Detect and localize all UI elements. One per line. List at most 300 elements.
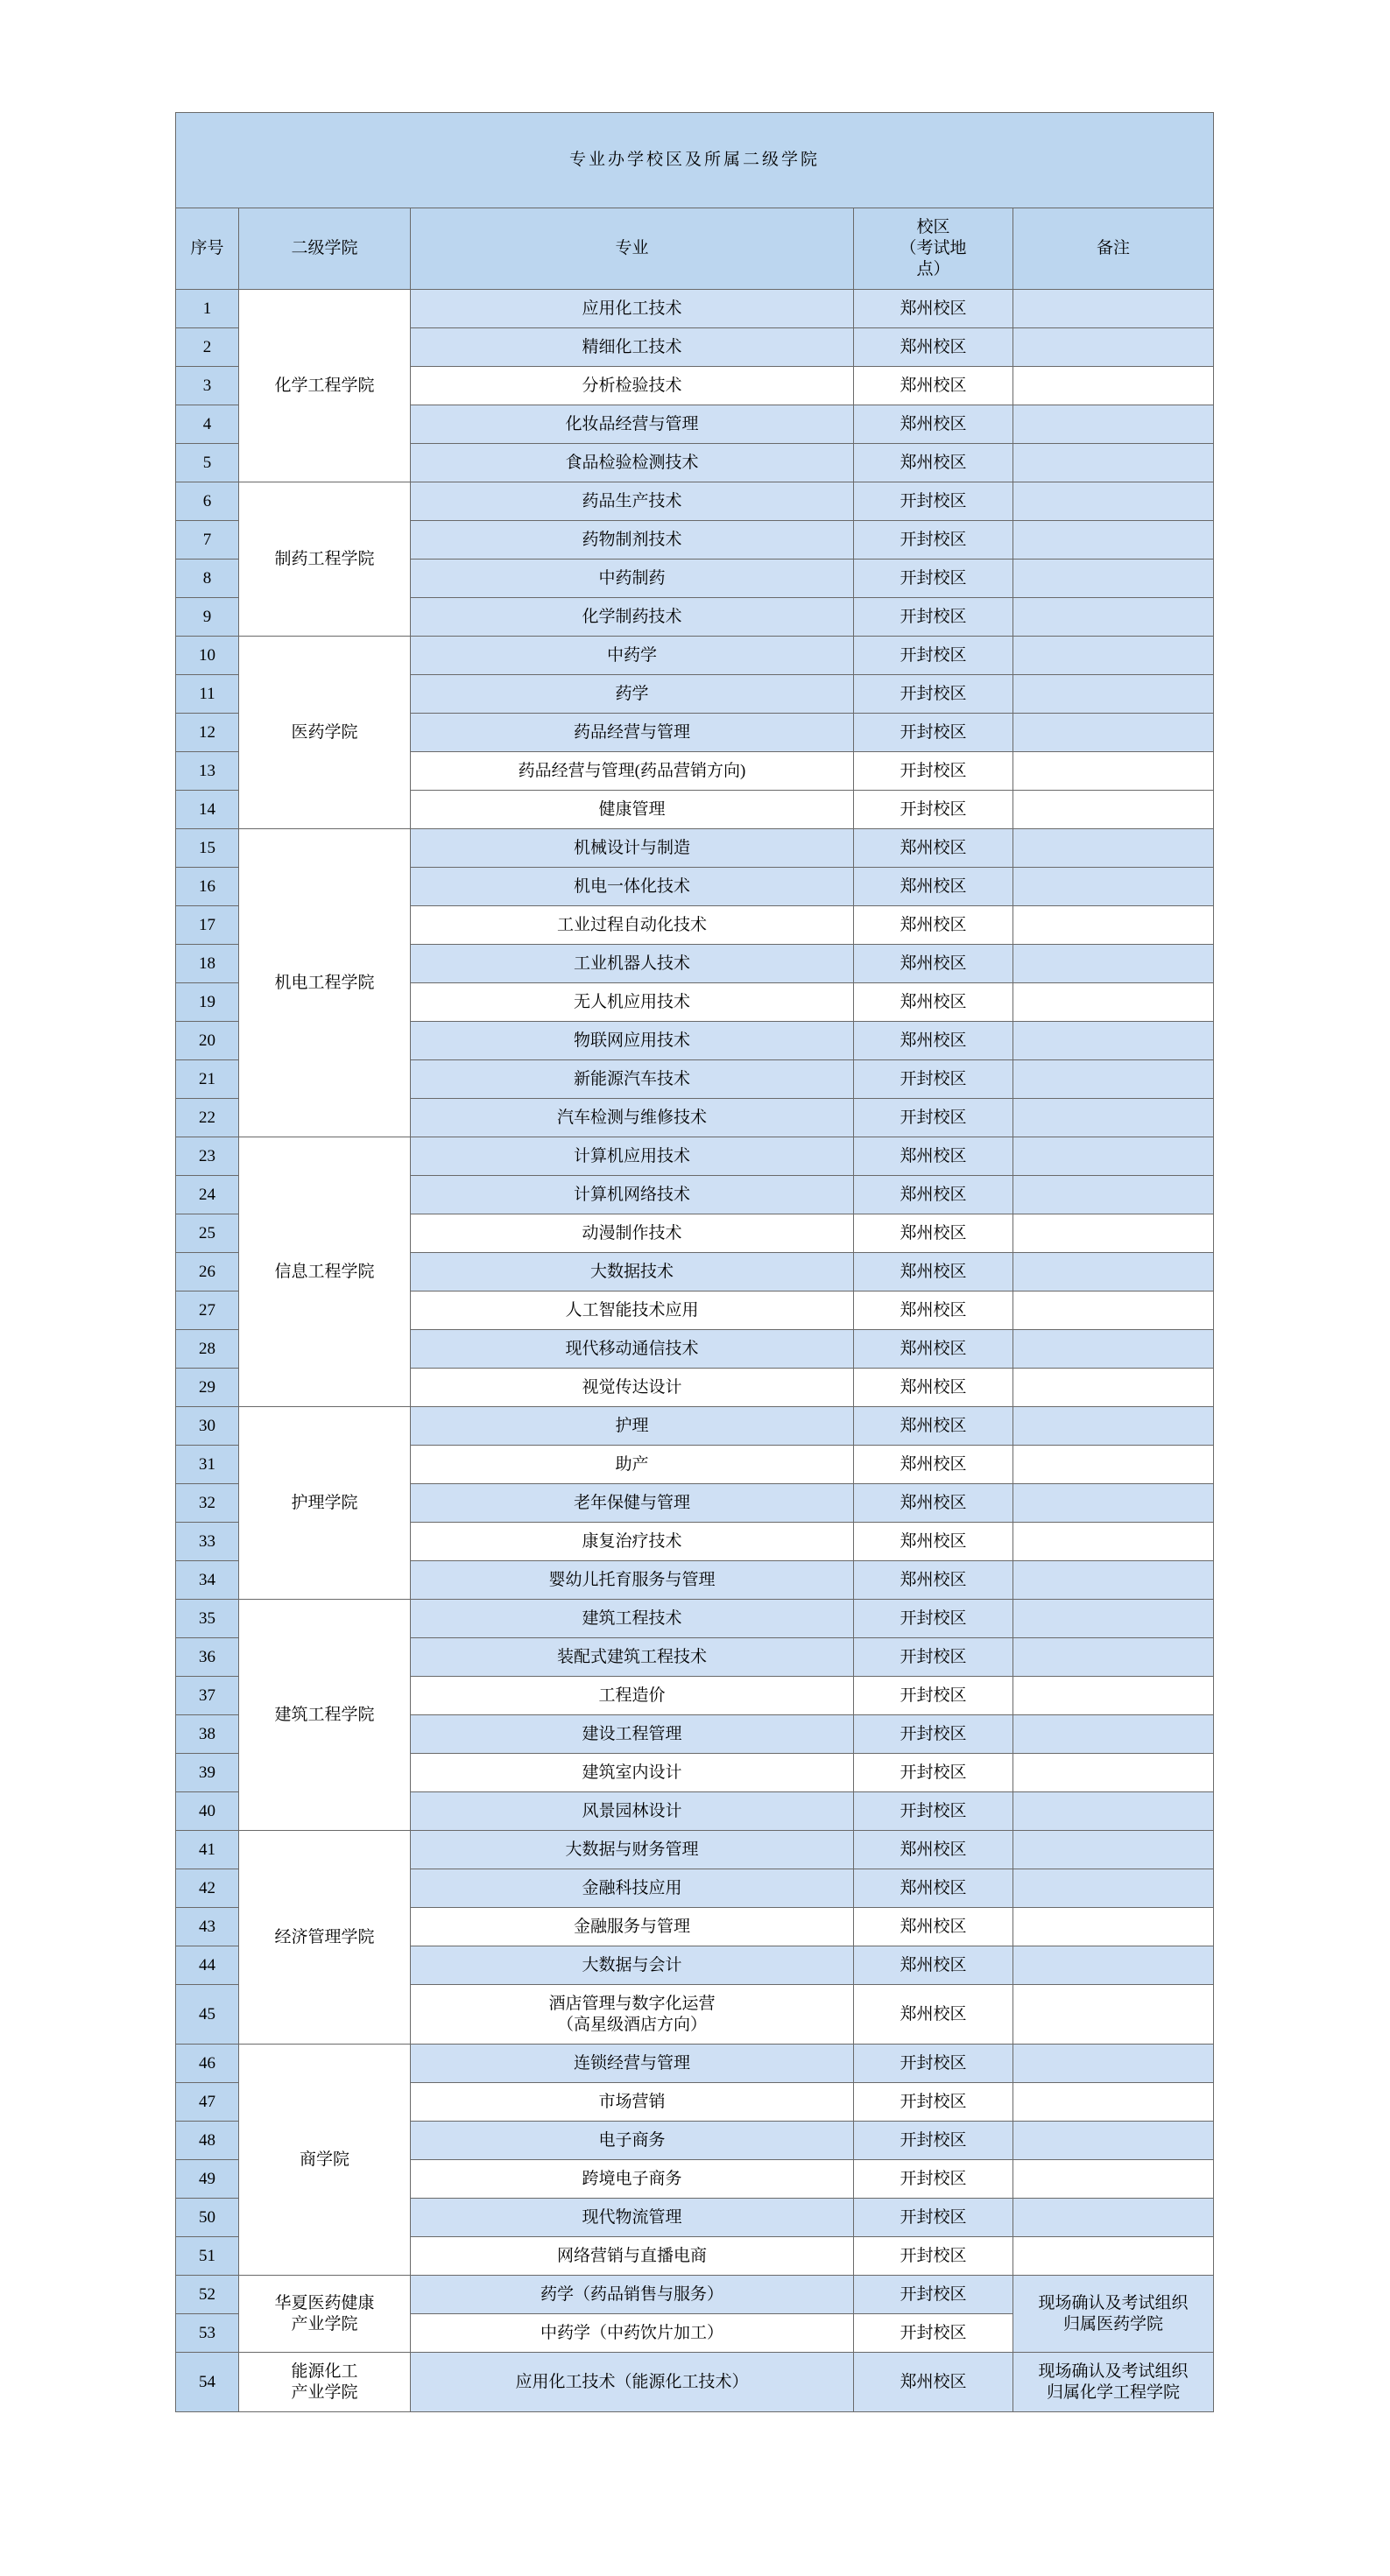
note-cell (1013, 560, 1214, 598)
major-cell (411, 1446, 854, 1484)
row-index-cell: 50 (176, 2199, 239, 2237)
major-line: 药品经营与管理(药品营销方向) (518, 761, 746, 780)
table-title-row (176, 113, 1214, 208)
note-cell (1013, 2237, 1214, 2276)
note-cell (1013, 2083, 1214, 2122)
row-index-cell: 52 (176, 2276, 239, 2314)
major-line: 新能源汽车技术 (573, 1069, 690, 1088)
note-cell (1013, 1908, 1214, 1946)
major-cell (411, 2353, 854, 2412)
campus-cell: 郑州校区 (854, 983, 1013, 1022)
campus-cell: 郑州校区 (854, 1985, 1013, 2045)
major-cell (411, 906, 854, 945)
campus-cell: 郑州校区 (854, 906, 1013, 945)
campus-cell: 郑州校区 (854, 367, 1013, 405)
campus-cell: 开封校区 (854, 1099, 1013, 1137)
major-cell (411, 1214, 854, 1253)
department-line: 能源化工 (291, 2361, 358, 2381)
major-cell (411, 1484, 854, 1523)
row-index-cell: 36 (176, 1638, 239, 1677)
campus-cell: 开封校区 (854, 1638, 1013, 1677)
major-line: 工业机器人技术 (573, 954, 690, 973)
major-line: 康复治疗技术 (582, 1531, 682, 1551)
row-index-cell: 40 (176, 1792, 239, 1831)
row-index-cell: 20 (176, 1022, 239, 1060)
campus-cell: 开封校区 (854, 2083, 1013, 2122)
campus-cell: 郑州校区 (854, 2353, 1013, 2412)
row-index-cell: 42 (176, 1869, 239, 1908)
note-cell (1013, 1214, 1214, 1253)
row-index-cell: 21 (176, 1060, 239, 1099)
campus-cell: 郑州校区 (854, 1831, 1013, 1869)
campus-cell: 开封校区 (854, 2045, 1013, 2083)
table-row (176, 1831, 1214, 1869)
row-index-cell: 43 (176, 1908, 239, 1946)
major-cell (411, 1715, 854, 1754)
major-cell (411, 2045, 854, 2083)
major-line: 药物制剂技术 (582, 530, 682, 549)
major-cell (411, 560, 854, 598)
row-index-cell: 6 (176, 482, 239, 521)
department-line: 护理学院 (291, 1493, 358, 1512)
note-cell (1013, 328, 1214, 367)
major-line: 无人机应用技术 (573, 992, 690, 1011)
major-cell (411, 1908, 854, 1946)
note-cell (1013, 2045, 1214, 2083)
note-cell (1013, 1985, 1214, 2045)
campus-cell: 郑州校区 (854, 328, 1013, 367)
row-index-cell: 23 (176, 1137, 239, 1176)
row-index-cell: 49 (176, 2160, 239, 2199)
note-cell (1013, 598, 1214, 637)
major-line: 助产 (615, 1454, 649, 1474)
major-line: 化妆品经营与管理 (565, 414, 699, 433)
campus-cell: 郑州校区 (854, 1292, 1013, 1330)
department-cell (239, 1600, 411, 1831)
major-line: 连锁经营与管理 (573, 2053, 690, 2073)
major-line: 装配式建筑工程技术 (556, 1647, 707, 1666)
row-index-cell: 27 (176, 1292, 239, 1330)
major-line: 工业过程自动化技术 (556, 915, 707, 934)
note-cell (1013, 1523, 1214, 1561)
column-header-dept (239, 208, 411, 290)
department-line: 制药工程学院 (274, 549, 375, 568)
note-cell (1013, 1446, 1214, 1484)
campus-cell: 郑州校区 (854, 1369, 1013, 1407)
major-line: 风景园林设计 (582, 1801, 682, 1820)
row-index-cell: 2 (176, 328, 239, 367)
major-cell (411, 2160, 854, 2199)
column-header-no-label: 序号 (190, 239, 224, 258)
major-line: 金融科技应用 (582, 1878, 682, 1897)
department-line: 信息工程学院 (274, 1262, 375, 1281)
note-cell (1013, 2353, 1214, 2412)
campus-cell: 郑州校区 (854, 1869, 1013, 1908)
row-index-cell: 8 (176, 560, 239, 598)
note-line: 归属化学工程学院 (1047, 2382, 1181, 2402)
department-line: 机电工程学院 (274, 973, 375, 992)
row-index-cell: 5 (176, 444, 239, 482)
row-index-cell: 3 (176, 367, 239, 405)
campus-cell: 郑州校区 (854, 1484, 1013, 1523)
row-index-cell: 35 (176, 1600, 239, 1638)
department-cell (239, 1407, 411, 1600)
department-cell (239, 2353, 411, 2412)
row-index-cell: 34 (176, 1561, 239, 1600)
major-cell (411, 2314, 854, 2353)
campus-cell: 开封校区 (854, 1715, 1013, 1754)
major-cell (411, 367, 854, 405)
major-line: 药品生产技术 (582, 491, 682, 510)
department-line: 化学工程学院 (274, 376, 375, 395)
department-cell (239, 482, 411, 637)
major-cell (411, 290, 854, 328)
major-line: 婴幼儿托育服务与管理 (548, 1570, 716, 1589)
column-header-major (411, 208, 854, 290)
campus-cell: 郑州校区 (854, 444, 1013, 482)
major-cell (411, 1831, 854, 1869)
page-title: 专业办学校区及所属二级学院 (176, 113, 1214, 208)
note-cell (1013, 1022, 1214, 1060)
campus-cell: 开封校区 (854, 1677, 1013, 1715)
row-index-cell: 18 (176, 945, 239, 983)
campus-cell: 郑州校区 (854, 290, 1013, 328)
table-row (176, 1407, 1214, 1446)
campus-cell: 开封校区 (854, 2276, 1013, 2314)
table-container (175, 112, 1213, 2412)
campus-cell: 郑州校区 (854, 1330, 1013, 1369)
major-cell (411, 1561, 854, 1600)
major-cell (411, 1600, 854, 1638)
major-line: 机电一体化技术 (573, 876, 690, 896)
note-cell (1013, 1715, 1214, 1754)
table-body (176, 113, 1214, 2412)
note-cell (1013, 1060, 1214, 1099)
major-cell (411, 752, 854, 791)
major-line: 计算机网络技术 (573, 1185, 690, 1204)
table-row (176, 2353, 1214, 2412)
row-index-cell: 1 (176, 290, 239, 328)
major-line: 网络营销与直播电商 (556, 2246, 707, 2265)
major-cell (411, 444, 854, 482)
note-cell (1013, 1407, 1214, 1446)
major-line: 中药学（中药饮片加工） (540, 2323, 723, 2342)
table-row (176, 290, 1214, 328)
row-index-cell: 44 (176, 1946, 239, 1985)
table-row (176, 482, 1214, 521)
major-line: 电子商务 (598, 2130, 666, 2150)
note-cell (1013, 1137, 1214, 1176)
row-index-cell: 31 (176, 1446, 239, 1484)
major-cell (411, 2122, 854, 2160)
note-cell (1013, 906, 1214, 945)
row-index-cell: 30 (176, 1407, 239, 1446)
campus-cell: 开封校区 (854, 752, 1013, 791)
campus-cell: 开封校区 (854, 560, 1013, 598)
row-index-cell: 24 (176, 1176, 239, 1214)
row-index-cell: 29 (176, 1369, 239, 1407)
table-row (176, 1137, 1214, 1176)
major-line: 汽车检测与维修技术 (556, 1108, 707, 1127)
row-index-cell: 28 (176, 1330, 239, 1369)
note-cell (1013, 1176, 1214, 1214)
major-cell (411, 1369, 854, 1407)
major-line: 计算机应用技术 (573, 1146, 690, 1165)
row-index-cell: 11 (176, 675, 239, 714)
campus-cell: 开封校区 (854, 2122, 1013, 2160)
note-cell (1013, 482, 1214, 521)
major-line: 中药学 (606, 645, 657, 665)
major-cell (411, 328, 854, 367)
note-cell (1013, 1754, 1214, 1792)
campus-cell: 开封校区 (854, 2237, 1013, 2276)
campus-cell: 郑州校区 (854, 868, 1013, 906)
note-line: 现场确认及考试组织 (1038, 2293, 1189, 2312)
campus-cell: 开封校区 (854, 482, 1013, 521)
row-index-cell: 39 (176, 1754, 239, 1792)
major-line: 中药制药 (598, 568, 666, 588)
note-cell (1013, 521, 1214, 560)
note-cell (1013, 945, 1214, 983)
department-line: 医药学院 (291, 722, 358, 742)
major-cell (411, 2199, 854, 2237)
major-cell (411, 1792, 854, 1831)
column-header-no (176, 208, 239, 290)
column-header-note (1013, 208, 1214, 290)
major-line: 化学制药技术 (582, 607, 682, 626)
department-line: 商学院 (299, 2150, 349, 2169)
major-cell (411, 1137, 854, 1176)
row-index-cell: 54 (176, 2353, 239, 2412)
major-line: 工程造价 (598, 1686, 666, 1705)
row-index-cell: 22 (176, 1099, 239, 1137)
table-row (176, 829, 1214, 868)
note-cell (1013, 2276, 1214, 2353)
table-row (176, 1600, 1214, 1638)
major-cell (411, 675, 854, 714)
major-line: 物联网应用技术 (573, 1031, 690, 1050)
row-index-cell: 33 (176, 1523, 239, 1561)
major-cell (411, 983, 854, 1022)
major-line: 机械设计与制造 (573, 838, 690, 857)
major-cell (411, 1523, 854, 1561)
row-index-cell: 26 (176, 1253, 239, 1292)
major-line: 建筑工程技术 (582, 1608, 682, 1628)
major-line: 酒店管理与数字化运营 (548, 1994, 716, 2013)
department-cell (239, 2276, 411, 2353)
campus-cell: 郑州校区 (854, 829, 1013, 868)
campus-cell: 郑州校区 (854, 1253, 1013, 1292)
major-line: 跨境电子商务 (582, 2169, 682, 2188)
row-index-cell: 53 (176, 2314, 239, 2353)
note-cell (1013, 829, 1214, 868)
note-cell (1013, 1946, 1214, 1985)
department-line: 经济管理学院 (274, 1927, 375, 1946)
note-cell (1013, 983, 1214, 1022)
table-row (176, 2045, 1214, 2083)
campus-cell: 开封校区 (854, 637, 1013, 675)
major-line: 药品经营与管理 (573, 722, 690, 742)
campus-cell: 郑州校区 (854, 1407, 1013, 1446)
note-cell (1013, 290, 1214, 328)
department-cell (239, 2045, 411, 2276)
row-index-cell: 51 (176, 2237, 239, 2276)
row-index-cell: 38 (176, 1715, 239, 1754)
major-line: 应用化工技术 (582, 299, 682, 318)
major-line: 人工智能技术应用 (565, 1300, 699, 1320)
note-cell (1013, 791, 1214, 829)
column-header-campus-line1: 校区 (916, 218, 950, 237)
note-cell (1013, 1292, 1214, 1330)
major-line: 视觉传达设计 (582, 1377, 682, 1397)
row-index-cell: 14 (176, 791, 239, 829)
row-index-cell: 47 (176, 2083, 239, 2122)
column-header-campus-line2: （考试地 (900, 239, 967, 258)
department-line: 建筑工程学院 (274, 1705, 375, 1724)
note-cell (1013, 367, 1214, 405)
major-line: （高星级酒店方向） (556, 2015, 707, 2034)
row-index-cell: 45 (176, 1985, 239, 2045)
note-cell (1013, 2122, 1214, 2160)
major-cell (411, 405, 854, 444)
major-line: 老年保健与管理 (573, 1493, 690, 1512)
campus-cell: 郑州校区 (854, 1137, 1013, 1176)
table-row (176, 2276, 1214, 2314)
campus-cell: 郑州校区 (854, 1214, 1013, 1253)
note-cell (1013, 1638, 1214, 1677)
campus-cell: 开封校区 (854, 1754, 1013, 1792)
note-cell (1013, 405, 1214, 444)
department-cell (239, 1137, 411, 1407)
major-line: 动漫制作技术 (582, 1223, 682, 1242)
note-cell (1013, 2160, 1214, 2199)
major-cell (411, 2237, 854, 2276)
major-line: 药学（药品销售与服务） (540, 2284, 723, 2304)
major-line: 大数据技术 (589, 1262, 674, 1281)
campus-cell: 郑州校区 (854, 1176, 1013, 1214)
major-cell (411, 1099, 854, 1137)
row-index-cell: 16 (176, 868, 239, 906)
row-index-cell: 10 (176, 637, 239, 675)
major-line: 大数据与财务管理 (565, 1840, 699, 1859)
major-line: 建筑室内设计 (582, 1763, 682, 1782)
campus-cell: 郑州校区 (854, 1022, 1013, 1060)
major-line: 健康管理 (598, 799, 666, 819)
note-cell (1013, 868, 1214, 906)
row-index-cell: 12 (176, 714, 239, 752)
major-line: 现代物流管理 (582, 2207, 682, 2227)
major-cell (411, 829, 854, 868)
major-cell (411, 1985, 854, 2045)
major-cell (411, 945, 854, 983)
row-index-cell: 19 (176, 983, 239, 1022)
note-cell (1013, 637, 1214, 675)
major-cell (411, 1022, 854, 1060)
campus-cell: 开封校区 (854, 714, 1013, 752)
column-header-campus (854, 208, 1013, 290)
note-cell (1013, 1561, 1214, 1600)
major-line: 护理 (615, 1416, 649, 1435)
campus-major-table (175, 112, 1214, 2412)
major-cell (411, 868, 854, 906)
row-index-cell: 48 (176, 2122, 239, 2160)
major-cell (411, 1869, 854, 1908)
note-cell (1013, 444, 1214, 482)
major-cell (411, 1060, 854, 1099)
column-header-dept-label: 二级学院 (291, 239, 358, 258)
table-header-row (176, 208, 1214, 290)
note-cell (1013, 1677, 1214, 1715)
major-line: 市场营销 (598, 2092, 666, 2111)
row-index-cell: 32 (176, 1484, 239, 1523)
campus-cell: 郑州校区 (854, 1946, 1013, 1985)
campus-cell: 开封校区 (854, 675, 1013, 714)
column-header-note-label: 备注 (1097, 239, 1131, 258)
major-line: 药学 (615, 684, 649, 703)
major-cell (411, 1677, 854, 1715)
note-cell (1013, 1600, 1214, 1638)
campus-cell: 郑州校区 (854, 1446, 1013, 1484)
major-cell (411, 1407, 854, 1446)
note-line: 现场确认及考试组织 (1038, 2361, 1189, 2381)
major-line: 现代移动通信技术 (565, 1339, 699, 1358)
row-index-cell: 37 (176, 1677, 239, 1715)
major-cell (411, 791, 854, 829)
major-cell (411, 598, 854, 637)
major-cell (411, 1638, 854, 1677)
major-line: 食品检验检测技术 (565, 453, 699, 472)
campus-cell: 开封校区 (854, 521, 1013, 560)
row-index-cell: 7 (176, 521, 239, 560)
campus-cell: 开封校区 (854, 2160, 1013, 2199)
department-line: 华夏医药健康 (274, 2293, 375, 2312)
campus-cell: 开封校区 (854, 2199, 1013, 2237)
major-cell (411, 2083, 854, 2122)
row-index-cell: 15 (176, 829, 239, 868)
row-index-cell: 4 (176, 405, 239, 444)
campus-cell: 郑州校区 (854, 1523, 1013, 1561)
note-cell (1013, 1484, 1214, 1523)
department-cell (239, 829, 411, 1137)
major-cell (411, 1292, 854, 1330)
campus-cell: 开封校区 (854, 2314, 1013, 2353)
campus-cell: 开封校区 (854, 791, 1013, 829)
column-header-major-label: 专业 (615, 239, 649, 258)
major-cell (411, 1330, 854, 1369)
major-cell (411, 2276, 854, 2314)
major-cell (411, 714, 854, 752)
note-cell (1013, 1792, 1214, 1831)
campus-cell: 郑州校区 (854, 405, 1013, 444)
major-cell (411, 1253, 854, 1292)
department-line: 产业学院 (291, 2314, 358, 2333)
major-cell (411, 482, 854, 521)
note-cell (1013, 2199, 1214, 2237)
note-cell (1013, 1869, 1214, 1908)
major-line: 分析检验技术 (582, 376, 682, 395)
major-cell (411, 1176, 854, 1214)
note-cell (1013, 1831, 1214, 1869)
note-cell (1013, 1253, 1214, 1292)
note-cell (1013, 675, 1214, 714)
row-index-cell: 25 (176, 1214, 239, 1253)
major-cell (411, 1946, 854, 1985)
campus-cell: 郑州校区 (854, 1908, 1013, 1946)
department-cell (239, 1831, 411, 2045)
note-cell (1013, 1330, 1214, 1369)
column-header-campus-line3: 点） (916, 259, 950, 278)
major-line: 应用化工技术（能源化工技术） (515, 2372, 749, 2391)
